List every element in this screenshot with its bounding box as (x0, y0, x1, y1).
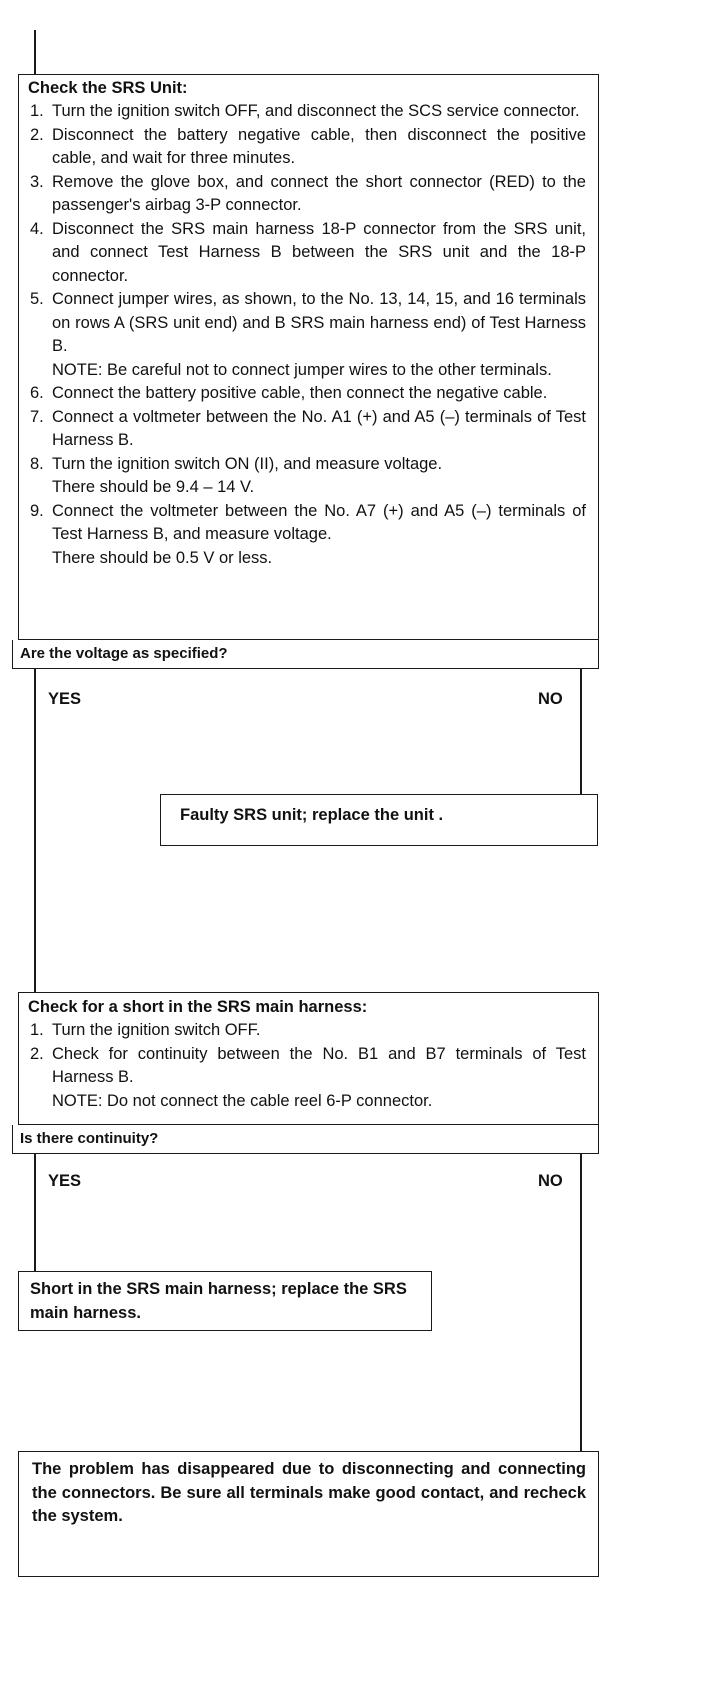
connector-top (34, 30, 36, 74)
step-item: 1. Turn the ignition switch OFF, and disconnect the SCS service connector. (30, 102, 580, 120)
problem-disappeared-text: The problem has disappeared due to disconnecting and connecting the connectors. Be sure all terminals make good contact, and recheck the system. (32, 1460, 586, 1525)
connector-yes-1 (34, 668, 36, 992)
step-item: 3. Remove the glove box, and connect the short connector (RED) to the passenger's airbag 3-P connector. (30, 172, 586, 214)
step-item: 6. Connect the battery positive cable, then connect the negative cable. (30, 384, 548, 402)
step-item: 4. Disconnect the SRS main harness 18-P connector from the SRS unit, and connect Test Harness B between the SRS unit and the 18-P connector. (30, 219, 586, 285)
step-item: 1. Turn the ignition switch OFF. (30, 1021, 261, 1039)
step-item: 2. Check for continuity between the No. B1 and B7 terminals of Test Harness B. NOTE: Do not connect the cable reel 6-P connector. (26, 1043, 586, 1114)
step-note: There should be 0.5 V or less. (52, 548, 273, 567)
step-note: There should be 9.4 – 14 V. (52, 478, 255, 496)
step-item: 7. Connect a voltmeter between the No. A1 (+) and A5 (–) terminals of Test Harness B. (30, 407, 586, 449)
yes-label-1: YES (48, 690, 82, 708)
step-note: NOTE: Do not connect the cable reel 6-P connector. (52, 1091, 433, 1110)
step-item: 8. Turn the ignition switch ON (II), and measure voltage. There should be 9.4 – 14 V. (26, 453, 586, 500)
question-2: Is there continuity? (20, 1130, 159, 1147)
faulty-srs-unit-text: Faulty SRS unit; replace the unit . (180, 806, 444, 824)
step-item: 9. Connect the voltmeter between the No. A7 (+) and A5 (–) terminals of Test Harness B, and measure voltage. There should be 0.5 V or less. (26, 500, 586, 571)
check-srs-unit-title: Check the SRS Unit: (28, 79, 188, 97)
step-item: 2. Disconnect the battery negative cable, then disconnect the positive cable, and wait for three minutes. (30, 125, 586, 167)
step-note: NOTE: Be careful not to connect jumper wires to the other terminals. (52, 360, 552, 379)
check-short-steps (26, 1019, 586, 1113)
connector-no-2 (580, 1153, 582, 1451)
question-1: Are the voltage as specified? (20, 645, 228, 662)
no-label-2: NO (538, 1172, 563, 1190)
no-label-1: NO (538, 690, 563, 708)
check-srs-unit-steps (26, 100, 586, 570)
step-item: 5. Connect jumper wires, as shown, to the No. 13, 14, 15, and 16 terminals on rows A (SRS unit end) and B SRS main harness end) of Test Harness B. NOTE: Be careful not to connect jumper wires to the other terminals. (26, 288, 586, 382)
connector-no-1 (580, 668, 582, 794)
short-in-harness-text: Short in the SRS main harness; replace the SRS main harness. (30, 1280, 407, 1322)
yes-label-2: YES (48, 1172, 82, 1190)
connector-yes-2 (34, 1153, 36, 1271)
check-short-title: Check for a short in the SRS main harness: (28, 998, 368, 1016)
